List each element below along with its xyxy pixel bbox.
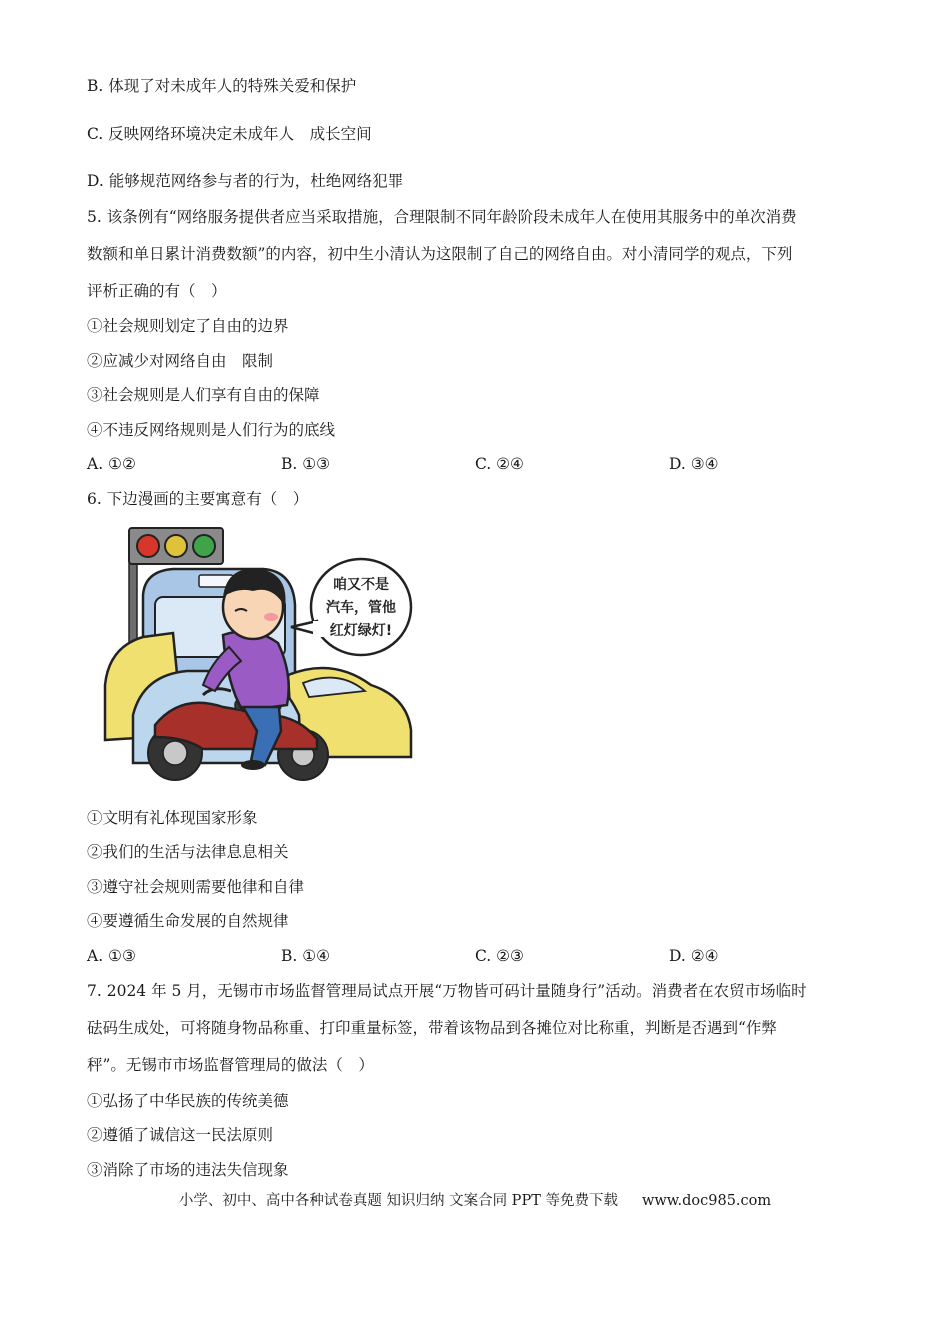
q6-stem: 6. 下边漫画的主要寓意有（ ） [87, 490, 309, 508]
q5-choice-d: D. ③④ [669, 455, 719, 473]
page-footer [0, 1191, 950, 1211]
q5-item-3: ③社会规则是人们享有自由的保障 [87, 386, 320, 404]
q7-item-1: ①弘扬了中华民族的传统美德 [87, 1092, 289, 1110]
bubble-line-2: 汽车，管他 [326, 600, 396, 616]
q6-item-1: ①文明有礼体现国家形象 [87, 809, 258, 827]
q5-choice-b: B. ①③ [281, 455, 331, 473]
footer-text: 小学、初中、高中各种试卷真题 知识归纳 文案合同 PPT 等免费下载 [178, 1193, 618, 1209]
q6-choice-c: C. ②③ [475, 947, 524, 965]
q5-item-2: ②应减少对网络自由 限制 [87, 352, 274, 370]
q7-stem-line-1: 7. 2024 年 5 月，无锡市市场监督管理局试点开展“万物皆可码计量随身行”活动。消费者在农贸市场临时 [87, 982, 807, 1000]
green-light-icon [193, 535, 215, 557]
q4-option-b: B. 体现了对未成年人的特殊关爱和保护 [87, 77, 357, 95]
bubble-line-1: 咱又不是 [333, 577, 389, 593]
q5-choice-c: C. ②④ [475, 455, 524, 473]
bubble-line-3: 红灯绿灯! [329, 623, 393, 639]
yellow-light-icon [165, 535, 187, 557]
q7-stem-line-2: 砝码生成处，可将随身物品称重、打印重量标签，带着该物品到各摊位对比称重，判断是否遇到“作弊 [87, 1019, 777, 1037]
q4-option-d: D. 能够规范网络参与者的行为，杜绝网络犯罪 [87, 172, 404, 190]
q6-item-2: ②我们的生活与法律息息相关 [87, 843, 289, 861]
q7-item-3: ③消除了市场的违法失信现象 [87, 1161, 289, 1179]
q5-item-4: ④不违反网络规则是人们行为的底线 [87, 421, 336, 439]
q5-item-1: ①社会规则划定了自由的边界 [87, 317, 289, 335]
q7-stem-line-3: 秤”。无锡市市场监督管理局的做法（ ） [87, 1056, 374, 1074]
q5-stem-line-1: 5. 该条例有“网络服务提供者应当采取措施，合理限制不同年龄阶段未成年人在使用其服务中的单次消费 [87, 208, 797, 226]
q6-choice-d: D. ②④ [669, 947, 719, 965]
q5-stem-line-3: 评析正确的有（ ） [87, 282, 227, 300]
red-light-icon [137, 535, 159, 557]
q5-stem-line-2: 数额和单日累计消费数额”的内容，初中生小清认为这限制了自己的网络自由。对小清同学的观点，下列 [87, 245, 793, 263]
traffic-cartoon-image [103, 525, 415, 785]
q7-item-2: ②遵循了诚信这一民法原则 [87, 1126, 274, 1144]
q6-item-3: ③遵守社会规则需要他律和自律 [87, 878, 305, 896]
speech-bubble [291, 559, 411, 655]
q6-item-4: ④要遵循生命发展的自然规律 [87, 912, 289, 930]
q5-choice-a: A. ①② [87, 455, 136, 473]
footer-link[interactable]: www.doc985.com [641, 1193, 772, 1209]
q6-choice-a: A. ①③ [87, 947, 136, 965]
q6-choice-b: B. ①④ [281, 947, 331, 965]
q4-option-c: C. 反映网络环境决定未成年人 成长空间 [87, 125, 372, 143]
